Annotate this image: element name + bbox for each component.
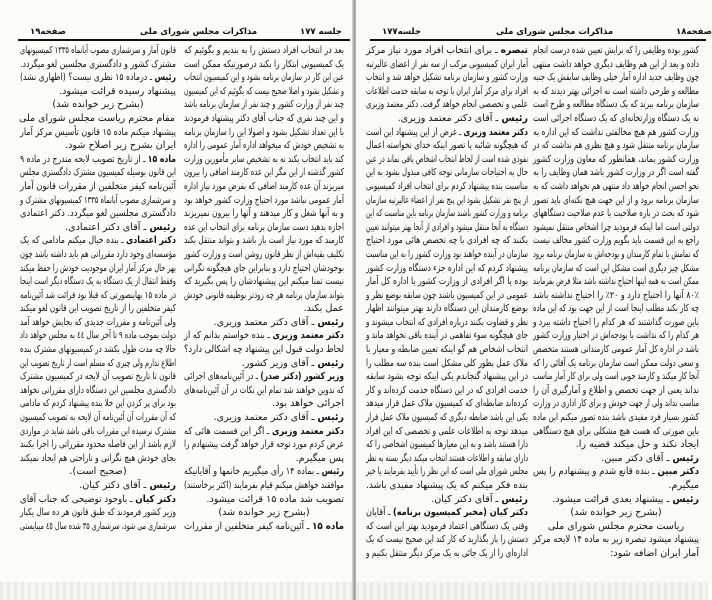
text-line: بعد در انتخاب افراد دستش را به بندیم و بگوئیم که [184,45,344,56]
text-line: رئیس ـ آقای دکتر مبین. [601,452,699,464]
text-line: در این پیشنهاد گنجاندم یکی اینکه توجه بشود سابقه [366,371,528,383]
text-line: آنجا کار میکند و کارمند خوبی است ولی برای کار آمار مناسب [533,371,699,383]
text-line: و سعی دولت ممکن است سازمان برنامه یک آقائی را که [533,357,699,369]
text-line: موافقند خواهش میکنم قیام بفرمایند (اکثر برخاستند) [184,480,344,491]
text-line: افراد برای مرکز آمار ایران با توجه به سابقه خدمت اطلاعات [366,85,528,97]
text-line: چه کار بکند مطلب اینجا است از این جهت بود که این ماده [533,303,699,315]
text-line: اجرائی خواهد بود. [272,398,344,410]
text-line: ماده ۱۵ ـ آئین‌نامه کیفر متخلفین از مقررات [184,520,344,532]
text-line: دکتر مبین ـ بنده قانع شدم و پیشنهادم را پس [533,466,699,478]
text-line: تبصره ـ برای انتخاب افراد مورد نیاز مرکز [366,45,528,56]
speaker-name: دکتر معتمد وزیری [271,425,344,437]
speaker-name: رئیس [149,221,176,233]
scan-edge [0,582,354,600]
text-line: ایجاد نکند و حل میکند قضیه را. [575,439,699,451]
text-line: پیشنهاد میکنم ماده ۱۵ قانون تأسیس مرکز آمار [19,126,176,138]
text-line: بوضع کارمندان این دستگاه دارند بهتر میتوانند اظهار [366,303,528,315]
text-line: مشکل چیز دیگری است مشکل این است که سازمان برنامه [533,262,699,274]
text-line: اطلاع ندارم ولی چیزی که مسلم است از تاریخ تصویب این [20,357,176,369]
text-line: بود برای پر کردن این خلا بنده پیشنهاد کردم که مادامی [20,398,177,410]
text-line: دادگستری مجلسین لغو میگردد. دکتر اعتمادی [19,208,177,220]
text-line: و به آنها شغل و کار میدهند و آنها را بیرون نمیریزند [184,208,344,220]
text-line: رئیس ـ آقای دکتر معتمد وزیری. [213,412,344,424]
speaker-name: رئیس [672,452,699,464]
text-line: کرده‌اند ضابطه‌ای که کمیسیون ملاک عمل قرار میدهد [366,398,528,410]
text-line: میریزند آن عده کارمند اضافی که بفرض مورد نیاز اداره [184,180,344,192]
speaker-name: دکتر معتمد وزیری [463,126,528,138]
text-line: آمار ایران کمیسیونی مرکب از سه نفر از اعضای عالیرتبه [366,58,528,70]
text-line: رئیس ـ پیشنهاد بعدی قرائت میشود. [552,493,699,505]
text-line: آمار ایران اضافه شود: [610,547,699,559]
text-line: با این تعداد تشکیل بشود و اصولا این را سازمان برنامه [184,126,344,138]
speaker-name: تبصره [500,45,528,56]
text-line: سازمان برنامه منتقل شود و هیچ نظری هم نداشت که در [533,140,699,152]
text-line: تکلیف بقیه‌اش از نظر قانون روشن است و وزارت کشور [184,248,344,260]
text-line: مشترک کشور و دادگستری مجلسین لغو میگردد. [20,58,176,70]
text-line: مطالعه و طرحی داشته است نه اجرائی بهتر دیدند که به [533,85,699,97]
text-line: ۸۰٪ آنها را احتیاج دارد و ۲۰٪ را احتیاج نداشته باشد [533,289,699,301]
text-line: رئیس ـ آقای دکتر کیان. [79,480,176,491]
text-line: و سرشماری مصوب آبانماه ۱۳۳۵ کمیسیونهای مشترک و [20,194,176,206]
text-line: دارای سابقه و اطلاعات هستند انتخاب میکند دیگر بسته به نظر [366,452,528,464]
text-line: (بشرح زیر خوانده شد) [570,507,662,519]
text-line: نحو احسن انجام خواهد داد منتهی هم نخواهد داشت که به [533,180,699,192]
text-line: سازمان در آینده خواهند بود وزارت کشور را به این مناسبت [366,248,528,260]
text-line: آمار عمومی نباشد مورد احتیاج وزارت کشور خواهد بود [184,194,344,206]
text-line: (بشرح زیر خوانده شد) [52,99,144,111]
text-line: نظر و قضاوت بکنند درباره افرادی که انتخاب میشوند و [366,316,528,328]
text-line: دستش را باز بگذارید که کار کند این صحیح نیست که یک [366,534,528,546]
text-column-left [20,44,176,533]
text-line: که هیچگونه شائبه یا تصور اینکه خدای نخواسته اعمال [366,140,528,152]
text-column-right [184,44,344,533]
speaker-name: رئیس [321,466,344,478]
text-line: اداره‌ای را از یک جائی به یک مرکز دیگر منتقل بکنیم و [366,547,528,559]
text-line: کیفر متخلفین را از تاریخ تصویب این قانون لغو میکند [20,303,177,315]
scan-edge [356,582,708,600]
session-number: جلسه۱۷۷ [382,27,421,37]
text-line: ممکن است به همه اینها احتیاج نداشته باشد مثلا فرض بفرمایند [533,276,699,288]
text-line: دکتر کیان ـ باوجود توضیحی که جناب آقای [20,493,176,505]
text-line: دکتر معتمد وزیری ـ اگر این قسمت هائی که [184,425,344,437]
text-line: در ماده ۱۵ بهاینصورتی که قبلا بود قرائت شد آئین‌نامه [20,289,176,301]
text-line: و تشکیل بشود و اصلا صحیح نیست که بگوئیم که این کمیسیون [184,85,344,97]
speaker-name: رئیس [672,493,699,505]
text-line: برنامه و وزارت کشور باشند سازمان برنامه باین مناسبت که این [366,208,528,220]
text-line: به تشخیص خودش که میخواهد اداره آمار عمومی را اداره [184,140,344,152]
text-line: سازمان برنامه ببرند که یک دستگاه مطالعه و طرح است [533,99,699,111]
text-line: رئیس ـ آقای وزیر کشور. [241,357,344,369]
speaker-name: دکتر اعتمادی [126,235,176,247]
text-line: هر کدام را که نداشت با بودجه‌اش در اختیار وزارت کشور [533,330,699,342]
text-line: آئین‌نامه کیفر متخلفین از مقررات قانون آمار [20,180,176,192]
text-line: اجازه بدهید دست سازمان برنامه برای انتخاب این عده [184,221,344,233]
text-line: مشترک نرسیده این مقررات باقی باشد شاید در مواردی [19,425,176,437]
right-page [356,0,712,600]
text-line: و این چند نفری که جناب آقای دکتر پیشنهاد فرمودند [184,112,344,124]
text-line: خدمت افرادی که در این دستگاه خدمت کرده‌اند و کار [366,384,528,396]
text-line: یکی این باشد ضابطه دیگری که کمیسیون ملاک عمل قرار [366,412,528,424]
text-line: قانون تا تاریخ تصویب آن لایحه در کمیسیون مشترک [20,371,176,383]
text-line: پیشنهاد میشود تبصره زیر به ماده ۱۴ لایحه مرکز [533,534,699,546]
speaker-name: رئیس [154,72,176,84]
text-line: (صحیح است). [69,466,127,478]
speaker-name: رئیس [317,412,344,424]
text-line: عمومی در این کمیسیون باشند چون سابقه بوضع نظر و [366,289,528,301]
text-line: باین صورتی که هست هیچ مشکلی برای هیچ دستگاهی [533,425,699,437]
text-line: دارا هستند باشد و به این معیارها کمیسیون اشخاصی را که [366,439,528,451]
text-line: رئیس ـ آقای دکتر اعتمادی. [65,221,176,233]
text-line: این قانون بوسیله کمیسیون مشترک دادگستری مجلس [19,167,176,179]
text-line: بهر حال مرکز آمار ایران موجودیت خودش را حفظ میکند [20,262,177,274]
text-line: پیشنهاد رسیده قرائت میشود. [59,85,176,97]
text-line: رئیس ـ آقای دکتر کیان. [431,493,528,505]
session-number: جلسه ۱۷۷ [300,27,342,37]
text-line: چون وظایف جدید اداره آمار خیلی وظایف سابقش یک جنبه [533,72,699,84]
text-line: علمی و تخصصی انجام خواهد گرفت. دکتر معتمد وزیری [366,99,528,111]
text-line: کشور بوده وظایفی را که برایش تعیین شده درست انجام [533,45,699,56]
text-line: که تمامش با تمام کارمندان و بودجه‌اش به سازمان برنامه برود [533,248,699,260]
text-line: وزارت کشور هم هیچ مخالفتی نداشت که این اداره به [533,126,699,138]
text-line: داده و بعد از این هم وظایف دیگری خواهد داشت منتهی [533,58,699,70]
text-line: ماده ۱۵ ـ از تاریخ تصویب لایحه مندرج در ماده ۹ [19,153,176,165]
text-line: مناسبت بنده پیشنهاد کردم برای انتخاب افراد کمیسیونی [366,180,528,192]
text-line: از پنج نفر تشکیل بشود این پنج نفر از اعضاء عالیرتبه سازمان [366,194,528,206]
text-line: نداند یعنی از جهت تخصص و اطلاع و آمارگیری آن را [533,384,699,396]
text-line: ریاست محترم مجلس شورای ملی [547,520,685,532]
text-line: سرشماری می شود، سرشماری ۳۵ شده سال ٤٥ میبایستی [19,520,176,532]
text-line: وفقط انتقال از یک دستگاه به یک دستگاه دیگر است اینجا [19,276,176,288]
header-rule [18,39,350,41]
text-line: رئیس ـ درماده ۱۵ نظری نیست؟ (اظهاری نشد) [20,72,176,84]
text-line: شود که بحث در باره صلاحیت یا عدم صلاحیت دستگاههای [533,208,699,220]
text-line: پیشنهاد کردم که این اداره جزء دستگاه وزارت کشور [366,262,528,274]
text-line: که تدوین خواهند شد تمام این نکات در آن آئین‌نامه‌های [184,384,344,396]
text-line: بجای خودش هیچ نگرانی و ناراحتی هم ایجاد نمیکند [20,452,177,464]
text-line: نفوذی شده است از لحاظ انتخاب اشخاص باقی نماند در عین [366,153,528,165]
running-title: مذاکرات مجلس شورای ملی [496,27,614,37]
text-line: گفته است اگر در وزارت کشور باشد همان وظایف را به [533,167,699,179]
text-line: دولتی است اما اینکه فرمودید چرا اشخاص منتقل نمیشود [533,221,699,233]
text-line: تصویب شد ماده ۱۵ قرائت میشود. [206,493,344,505]
text-line: دکتر اعتمادی ـ بنده خیال میکنم مادامی که یک [19,235,176,247]
speaker-name: رئیس [501,112,528,124]
text-line: ولی آئین‌نامه و مقررات جدیدی که بجایش خواهد آمد [19,316,176,328]
text-line: دکتر معتمد وزیری ـ غرض از این پیشنهاد این است [366,126,528,138]
text-line: رئیس ـ آقای دکتر معتمد وزیری. [213,316,344,328]
speaker-name: رئیس [501,493,528,505]
text-line: عین این کار در سازمان برنامه بشود و این کمیسیون انتخاب [184,72,344,84]
left-page [0,0,354,600]
text-line: چند نفر از وزارت کشور و چند نفر از سازمان برنامه باشد [184,99,344,111]
text-line: مجلس شورای ملی است که این نظر را تأیید بفرمایند یا خیر [366,466,528,478]
text-column-right [533,44,699,561]
page-number: صفحه۱۹ [30,27,67,37]
text-line: بکنند که چه افرادی با چه تخصص هائی مورد احتیاج [366,235,528,247]
text-line: وزارت کشور بماند، همانطور که معاون وزارت کشور [533,153,699,165]
text-line: کارمند که مورد نیاز است باز باشد و بتواند منتقل بکند [183,235,344,247]
text-line: مؤسسه‌ای وجود دارد مقرراتی هم باید داشته باشد چون [19,248,176,260]
text-line: باشد در اداره کل آمار عمومی کارمندانی هستند متخصص [533,344,699,356]
text-line: نه یک دستگاه وزارتخانه‌ای که یک دستگاه اجرائی است [533,112,699,124]
text-line: باین صورت گذاشتند که هر کدام را احتیاج داشته ببرد و [533,316,699,328]
text-line: مقام محترم ریاست مجلس شورای ملی [18,112,175,124]
speaker-name: دکتر کیان (مخبر کمیسیون برنامه) [392,507,528,519]
text-line: کشور بسیار فرد مفیدی باشد بنده تصور میکنم این ماده [533,412,699,424]
speaker-name: رئیس [317,357,344,369]
speaker-name: دکتر معتمد وزیری [272,330,344,342]
text-line: پس میگیرم. [295,452,344,464]
speaker-name: رئیس [317,316,344,328]
speaker-name: ماده ۱۵ [312,520,344,532]
text-line: بوده یا اگر افرادی از وزارت کشور یا اداره کل آمار [366,276,528,288]
text-column-left [366,44,528,561]
text-line: قانون آمار و سرشماری مصوب آبانماه ۱۳۳۵ کمیسیونهای [19,45,176,56]
text-line: نیست تمنا میکنم این پیشنهادشان را پس بگیرید که [184,276,344,288]
speaker-name: رئیس [149,480,176,491]
text-line: بنده فکر میکنم که یک پیشنهاد مفیدی باشد. [366,480,528,491]
text-line: دادگستری مجلسین این دستگاه دارای مقرراتی نخواهد [20,384,177,396]
text-line: وزیر کشور فرمودند که طبق قانون هر ده سال یکبار [20,507,176,519]
text-line: عمل بکند. [303,303,344,315]
text-line: وقتی یک دستگاهی اعتماد فرمودید بهتر این است که [366,520,528,532]
text-line: لحاظ دولت قبول این پیشنهاد چه اشکالی دارد؟ [184,344,344,356]
text-line: ملاک عمل بطور کلی مشکل است بنده سه مطلب را [366,357,528,369]
text-line: دکتر معتمد وزیری ـ بنده خواستم بدانم که از [184,330,344,342]
text-line: بوجودشان احتیاج دارد و بنابراین جای هیچگونه نگرانی [184,262,344,274]
text-line: دکتر کیان (مخبر کمیسیون برنامه) ـ آقایان [366,507,528,519]
text-line: حالا چه مدت طول بکشد در کمیسیونهای مشترک بنده [19,344,176,356]
running-title: مذاکرات مجلس شورای ملی [140,27,258,37]
text-line: حال به احتیاجات سازمانی توجه کافی مبذول بشود به این [366,167,528,179]
text-line: وزیر کشور (دکتر صدر) ـ در آئین‌نامه‌های اجرائی [184,371,344,383]
text-line: عرض کردم مورد توجه قرار خواهد گرفت پیشنهادم را [184,439,344,451]
text-line: انتخاب اشخاص هم گو اینکه تعیین ضابطه و معیار با [366,344,528,356]
text-line: که آن مقررات آن آئین‌نامه آن لایحه به تصویب کمیسیون [19,412,176,424]
text-line: میگیرم. [668,480,699,491]
text-line: جای هیچگونه سوء تفاهمی در آینده باقی نخواهد ماند و [366,330,528,342]
header-rule [370,39,706,41]
text-line: مناسب نداند ولی از جهت خودش و برای کار اداری در وزارت [533,398,699,410]
text-line: کشور گذشته از این مگر این عده کارمند اضافی را بیرون [184,167,344,179]
speaker-name: وزیر کشور (دکتر صدر) [260,371,344,383]
page-number: صفحه۱۸ [676,27,712,37]
speaker-name: دکتر کیان [135,493,176,505]
text-line: سازمان برنامه برود و از این جهت هیچ نکته‌ای باید تصور [533,194,699,206]
text-line: (بشرح زیر خوانده شد) [218,507,310,519]
text-line: رئیس ـ آقای دکتر معتمد وزیری. [397,112,528,124]
speaker-name: ماده ۱۵ [147,153,176,165]
text-line: کند باید انتخاب بکند نه به تشخیص سایر مأمورین وزارت [184,153,344,165]
text-line: ایران بشرح زیر اصلاح شود. [65,140,176,152]
text-line: دستگاه به آنجا منتقل میشود و افرادی از آنجا بهتر میتوانند تعیین [366,221,528,233]
speaker-name: دکتر مبین [657,466,699,478]
text-line: رئیس ـ بماده ۱۴ رأی میگیریم خانمها و آقایانیکه [184,466,344,478]
text-line: بتواند سازمان برنامه هر چه زودتر بوظیفه قانونی خودش [184,289,344,301]
text-line: یک کمیسیونی ابتکار را بکند درصورتیکه ممکن است [184,58,344,70]
text-line: میدهد توجه به اطلاعات علمی و تخصصی که این افراد [366,425,528,437]
text-line: راجع به این قسمت باید بگویم وزارت کشور مخالف نیست [533,235,699,247]
text-line: لازم باشد از این فاصله محدود مقرراتی را اجرا بکنند [20,439,176,451]
text-line: دولت بموجب ماده ۹ تا آخر سال ٤٤ به مجلس خواهد داد [19,330,176,342]
text-line: وزارت کشور و سازمان برنامه تشکیل خواهد شد و انتخاب [366,72,528,84]
